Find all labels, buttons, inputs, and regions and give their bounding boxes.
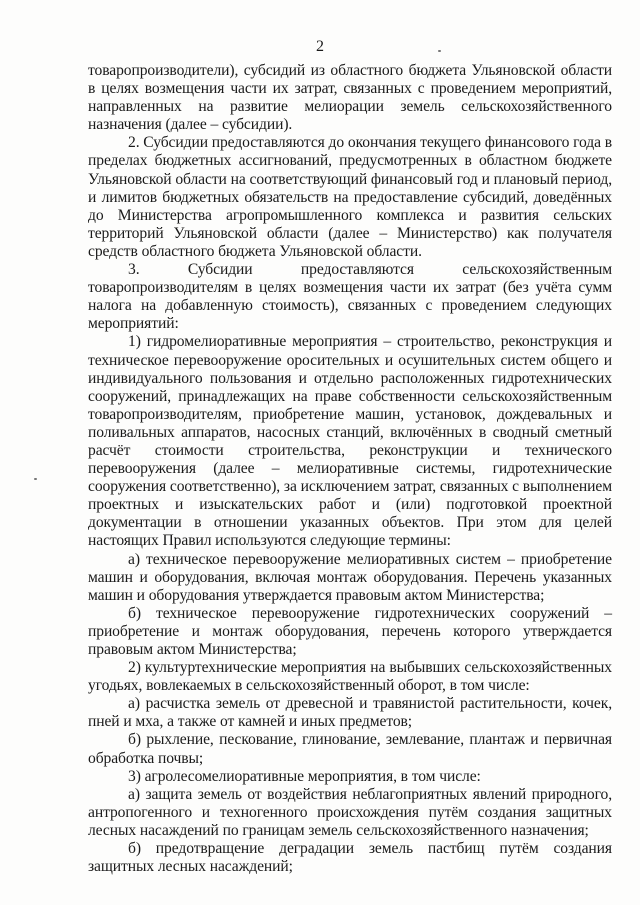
paragraph-clause-2: 2. Субсидии предоставляются до окончания текущего финансового года в пределах бюджетных ассигнований, предусмотренных в областном бюджете Ульяновской области на соответствующий финансовый год и плановый период, и лимитов бюджетных обязательств на предоставление субсидий, доведённых до Министерства агропромышленного комплекса и развития сельских территорий Ульяновской области (далее – Министерство) как получателя средств областного бюджета Ульяновской области. — [88, 134, 612, 260]
paragraph-item-3a: а) защита земель от воздействия неблагоприятных явлений природного, антропогенного и техногенного происхождения путём создания защитных лесных насаждений по границам земель сельскохозяйственного назначения; — [88, 785, 612, 839]
scan-speck — [438, 50, 441, 52]
paragraph-clause-3: 3. Субсидии предоставляются сельскохозяйственным товаропроизводителям в целях возмещения части их затрат (без учёта сумм налога на добавленную стоимость), связанных с проведением следующих мероприятий: — [88, 261, 612, 333]
paragraph-item-3b: б) предотвращение деградации земель пастбищ путём создания защитных лесных насаждений; — [88, 840, 612, 876]
paragraph-item-3: 3) агролесомелиоративные мероприятия, в том числе: — [128, 767, 481, 785]
paragraph-item-2b: б) рыхление, пескование, глинование, землевание, плантаж и первичная обработка почвы; — [88, 731, 612, 767]
paragraph-item-1b: б) техническое перевооружение гидротехнических сооружений – приобретение и монтаж оборудования, перечень которого утверждается правовым актом Министерства; — [88, 604, 612, 658]
page-number: 2 — [316, 38, 324, 55]
scan-speck — [34, 478, 37, 480]
paragraph-item-2: 2) культуртехнические мероприятия на выбывших сельскохозяйственных угодьях, вовлекаемых в сельскохозяйственный оборот, в том числе: — [88, 659, 612, 695]
paragraph-continuation: товаропроизводители), субсидий из областного бюджета Ульяновской области в целях возмещения части их затрат, связанных с проведением мероприятий, направленных на развитие мелиорации земель сельскохозяйственного назначения (далее – субсидии). — [88, 62, 612, 134]
paragraph-item-1a: а) техническое перевооружение мелиоративных систем – приобретение машин и оборудования, включая монтаж оборудования. Перечень указанных машин и оборудования утверждается правовым актом Министерства; — [88, 550, 612, 604]
paragraph-item-1: 1) гидромелиоративные мероприятия – строительство, реконструкция и техническое перевооружение оросительных и осушительных систем общего и индивидуального пользования и отдельно расположенных гидротехнических сооружений, принадлежащих на праве собственности сельскохозяйственным товаропроизводителям, приобретение машин, установок, дождевальных и поливальных аппаратов, насосных станций, включённых в сводный сметный расчёт стоимости строительства, реконструкции и технического перевооружения (далее – мелиоративные системы, гидротехнические сооружения соответственно), за исключением затрат, связанных с выполнением проектных и изыскательских работ и (или) подготовкой проектной документации в отношении указанных объектов. При этом для целей настоящих Правил используются следующие термины: — [88, 333, 612, 550]
document-body — [88, 62, 612, 876]
paragraph-item-2a: а) расчистка земель от древесной и травянистой растительности, кочек, пней и мха, а также от камней и иных предметов; — [88, 695, 612, 731]
